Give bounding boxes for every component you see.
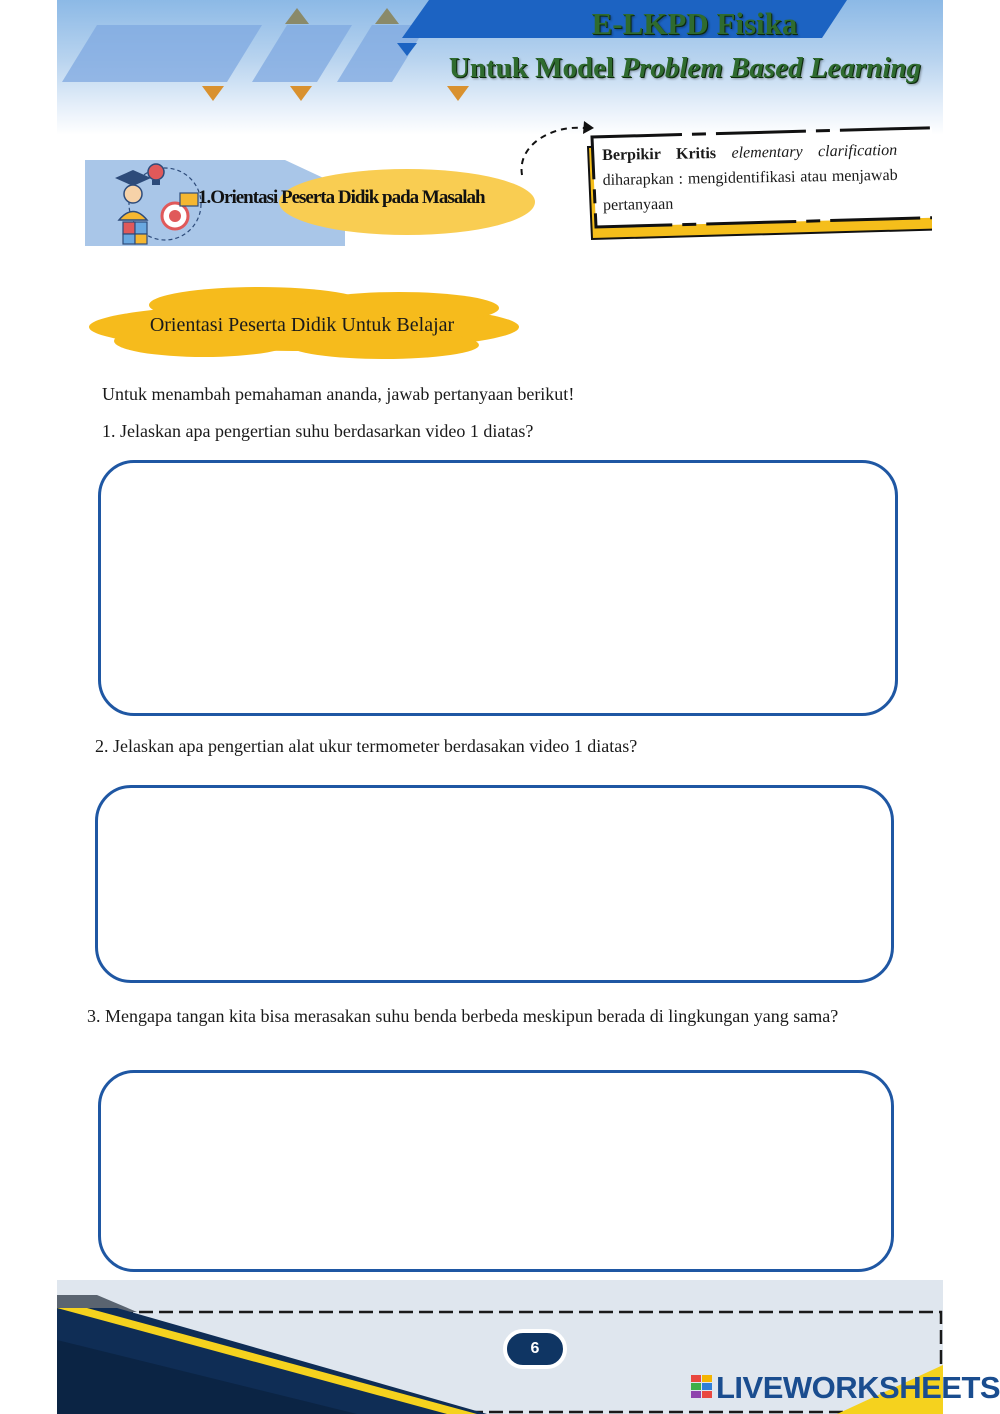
answer-box-1[interactable]: [98, 460, 898, 716]
worksheet-subtitle: [397, 52, 921, 85]
instruction-text: Untuk menambah pemahaman ananda, jawab pertanyaan berikut!: [102, 384, 575, 404]
answer-box-2[interactable]: [95, 785, 894, 983]
section-heading: [198, 187, 485, 209]
note-italic: elementary clarification: [731, 141, 898, 162]
question-3: 3. Mengapa tangan kita bisa merasakan suhu benda berbeda meskipun berada di lingkungan yang sama?: [87, 1006, 839, 1026]
question-2: 2. Jelaskan apa pengertian alat ukur termometer berdasakan video 1 diatas?: [95, 736, 638, 756]
section-title: Orientasi Peserta Didik pada Masalah: [210, 187, 485, 208]
note-rest: diharapkan : mengidentifikasi atau menjawab pertanyaan: [602, 166, 898, 214]
cloud-label: Orientasi Peserta Didik Untuk Belajar: [149, 314, 455, 336]
subtitle-italic: Problem Based Learning: [621, 52, 921, 84]
question-1: 1. Jelaskan apa pengertian suhu berdasarkan video 1 diatas?: [102, 421, 534, 441]
worksheet-title: E-LKPD Fisika: [591, 6, 798, 41]
critical-thinking-text: [602, 138, 898, 218]
page-number: 6: [503, 1329, 567, 1369]
section-number: 1.: [198, 187, 211, 208]
liveworksheets-watermark: LIVEWORKSHEETS: [716, 1370, 1000, 1405]
answer-box-3[interactable]: [98, 1070, 894, 1272]
liveworksheets-logo: [690, 1374, 714, 1400]
worksheet-page: [57, 0, 943, 1414]
subtitle-plain: Untuk Model: [448, 52, 622, 84]
note-bold: Berpikir Kritis: [602, 145, 717, 164]
